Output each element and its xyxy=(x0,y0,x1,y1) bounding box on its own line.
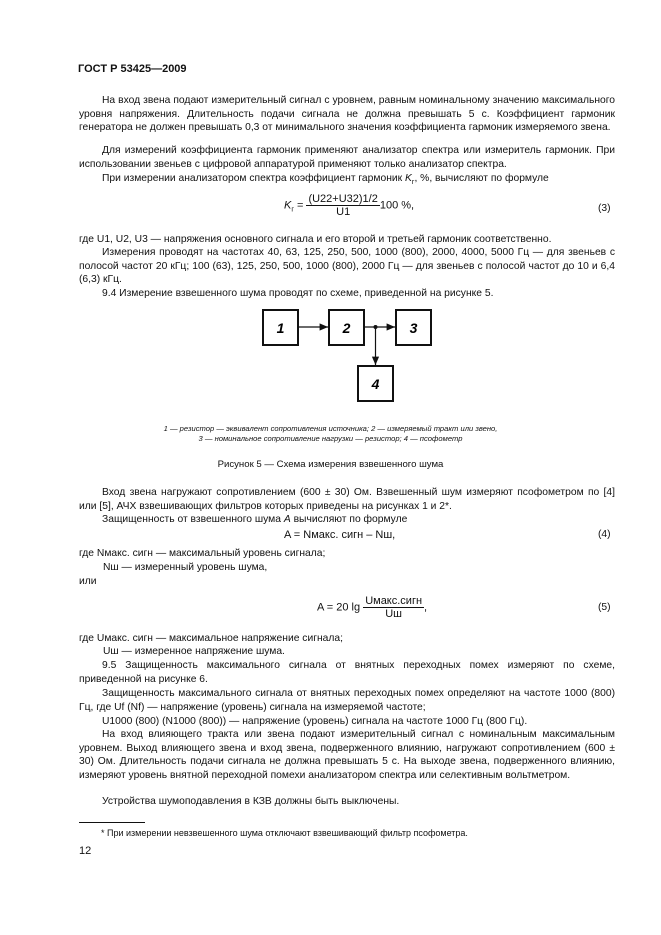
block-2-label: 2 xyxy=(342,320,351,336)
equation-5-number: (5) xyxy=(598,602,611,613)
paragraph-weighted-noise: Вход звена нагружают сопротивлением (600 ± 30) Ом. Взвешенный шум измеряют псофометром по [4] или [5], АЧХ взвешивающих фильтров которых приведены на рисунках 1 и 2*. xyxy=(79,487,615,512)
paragraph-crosstalk-frequency: Защищенность максимального сигнала от внятных переходных помех определяют на частоте 1000 (800) Гц, где Uf (Nf) — напряжение (уровень) сигнала на измеряемой частоте; xyxy=(79,688,615,713)
page-number: 12 xyxy=(79,845,92,857)
paragraph-frequencies: Измерения проводят на частотах 40, 63, 125, 250, 500, 1000 (800), 2000, 4000, 5000 Гц — для звеньев с полосой частот 20 кГц; 100 (63), 125, 250, 500, 1000 (800), 2000 Гц — для звеньев с полосой частот до 10 и 6,4 (6,3) кГц. xyxy=(79,247,615,286)
block-1-label: 1 xyxy=(276,320,285,336)
equation-4: A = Nмакс. сигн – Nш, xyxy=(284,529,396,541)
paragraph-harmonic-instruments: Для измерений коэффициента гармоник применяют анализатор спектра или измеритель гармоник. При использовании звеньев с цифровой аппаратурой применяют только анализатор спектра. xyxy=(79,145,615,170)
footnote-divider xyxy=(79,822,145,823)
paragraph-influencing-path: На вход влияющего тракта или звена подают измерительный сигнал с номинальным максимальным уровнем. Выход влияющего звена и вход звена, подверженного влиянию, нагружают сопротивлением (600 ± 30) Ом. Длительность подачи сигнала не должна превышать 5 с. На выходе звена, подверженного влиянию, измеряют уровень внятной переходной помехи анализатором спектра или селективным вольтметром. xyxy=(79,729,615,781)
paragraph-9-5: 9.5 Защищенность максимального сигнала от внятных переходных помех измеряют по схеме, приведенной на рисунке 6. xyxy=(79,660,615,685)
where-clause-eq4-a: где Nмакс. сигн — максимальный уровень сигнала; xyxy=(79,548,326,559)
equation-3: $K_г$ = $\frac{(U22+U32)1/2}{U1}$ 100 %, xyxy=(284,193,415,218)
paragraph-crosstalk-reference: U1000 (800) (N1000 (800)) — напряжение (уровень) сигнала на частоте 1000 Гц (800 Гц). xyxy=(102,716,528,727)
or-connector: или xyxy=(79,576,97,587)
figure-legend-line-1: 1 — резистор — эквивалент сопротивления источника; 2 — измеряемый тракт или звено, xyxy=(163,424,498,433)
where-clause-eq3: где U1, U2, U3 — напряжения основного сигнала и его второй и третьей гармоник соответственно. xyxy=(79,234,552,245)
equation-5: A = 20 lg $\frac{\text{Uмакс.сигн}}{Uш}$ , xyxy=(317,595,428,620)
document-header: ГОСТ Р 53425—2009 xyxy=(78,63,187,75)
paragraph-9-4: 9.4 Измерение взвешенного шума проводят по схеме, приведенной на рисунке 5. xyxy=(102,288,494,299)
paragraph-protection-intro: Защищенность от взвешенного шума A вычисляют по формуле xyxy=(102,514,408,525)
equation-3-number: (3) xyxy=(598,203,611,214)
figure-legend-line-2: 3 — номинальное сопротивление нагрузки — резистор; 4 — псофометр xyxy=(198,434,463,443)
where-clause-eq5-b: Uш — измеренное напряжение шума. xyxy=(103,646,285,657)
paragraph-noise-reduction: Устройства шумоподавления в КЗВ должны быть выключены. xyxy=(102,796,400,807)
figure-5-diagram xyxy=(258,308,438,413)
where-clause-eq4-b: Nш — измеренный уровень шума, xyxy=(103,562,268,573)
figure-title: Рисунок 5 — Схема измерения взвешенного шума xyxy=(217,459,444,470)
equation-4-number: (4) xyxy=(598,529,611,540)
paragraph-input-signal: На вход звена подают измерительный сигнал с уровнем, равным номинальному значению максимального уровня напряжения. Длительность подачи сигнала не должна превышать 5 с. Коэффициент гармоник генератора не должен превышать 0,3 от минимального значения коэффициента гармоник измеряемого звена. xyxy=(79,95,615,134)
block-4-label: 4 xyxy=(371,376,380,392)
footnote: * При измерении невзвешенного шума отключают взвешивающий фильтр псофометра. xyxy=(101,828,468,838)
paragraph-harmonic-formula-intro: При измерении анализатором спектра коэффициент гармоник $K_г$, %, вычисляют по формуле xyxy=(102,173,549,187)
block-3-label: 3 xyxy=(409,320,418,336)
where-clause-eq5-a: где Uмакс. сигн — максимальное напряжение сигнала; xyxy=(79,633,343,644)
